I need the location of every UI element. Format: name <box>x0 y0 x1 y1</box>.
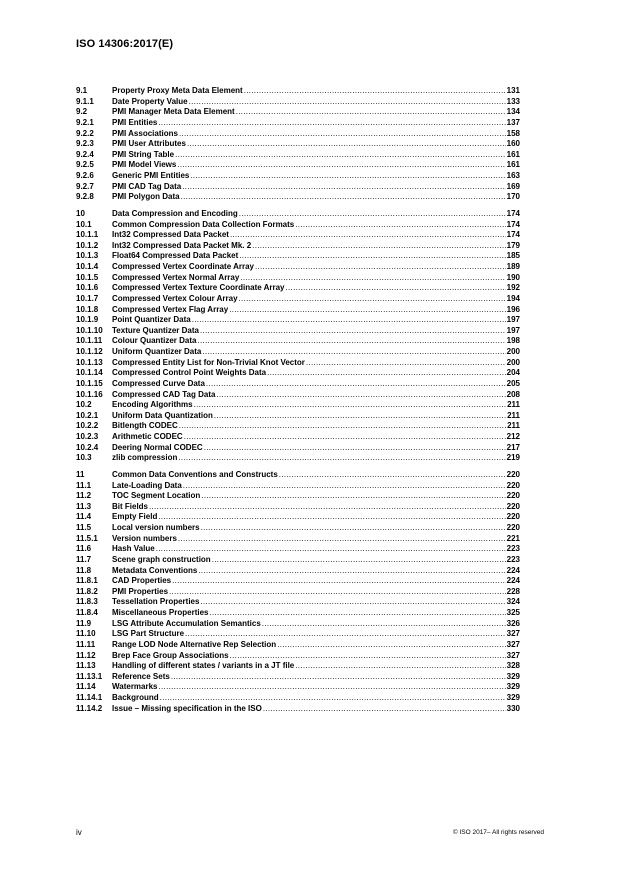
toc-entry[interactable] <box>76 273 520 284</box>
toc-entry[interactable] <box>76 368 520 379</box>
toc-entry-title: Compressed Vertex Flag Array <box>112 304 229 314</box>
toc-entry-number: 10.1.4 <box>76 262 99 271</box>
toc-entry-page: 204 <box>506 368 520 378</box>
toc-entry-number: 11.8.4 <box>76 608 98 617</box>
toc-entry-number: 9.1.1 <box>76 96 94 106</box>
toc-entry-number: 11.4 <box>76 512 92 522</box>
toc-entry[interactable] <box>76 682 520 693</box>
toc-entry-title: Miscellaneous Properties <box>112 608 209 617</box>
toc-entry-title: zlib compression <box>112 453 178 463</box>
toc-entry[interactable] <box>76 97 520 108</box>
toc-dot-leader <box>255 262 506 273</box>
toc-dot-leader <box>169 587 506 598</box>
toc-entry-number: 9.2.7 <box>76 181 94 191</box>
toc-entry[interactable] <box>76 118 520 129</box>
toc-entry-page: 174 <box>506 230 520 240</box>
toc-entry-number: 11.11 <box>76 639 96 649</box>
toc-entry[interactable] <box>76 523 520 534</box>
toc-entry[interactable] <box>76 326 520 337</box>
toc-entry-number: 11.2 <box>76 491 92 501</box>
toc-entry[interactable] <box>76 107 520 118</box>
toc-entry[interactable] <box>76 672 520 683</box>
toc-entry-title: PMI User Attributes <box>112 139 186 149</box>
toc-entry-number: 11.5.1 <box>76 533 98 543</box>
table-of-contents <box>76 86 520 720</box>
toc-entry[interactable] <box>76 443 520 454</box>
toc-entry[interactable] <box>76 693 520 704</box>
toc-entry-title: Compressed Vertex Colour Array <box>112 293 238 303</box>
toc-dot-leader <box>201 523 506 534</box>
toc-dot-leader <box>295 220 505 231</box>
toc-entry[interactable] <box>76 587 520 598</box>
toc-entry-number: 11.5 <box>76 523 92 532</box>
toc-entry[interactable] <box>76 192 520 203</box>
toc-entry[interactable] <box>76 347 520 358</box>
toc-entry-number: 9.2.5 <box>76 160 94 170</box>
toc-dot-leader <box>182 182 505 193</box>
toc-dot-leader <box>184 432 506 443</box>
toc-entry-title: Version numbers <box>112 533 177 543</box>
toc-entry-page: 327 <box>506 650 520 660</box>
toc-entry-page: 131 <box>506 86 520 95</box>
toc-entry-page: 161 <box>506 149 520 159</box>
toc-entry[interactable] <box>76 512 520 523</box>
toc-entry[interactable] <box>76 502 520 513</box>
toc-entry-number: 11.8.3 <box>76 597 98 607</box>
toc-entry-title: Watermarks <box>112 682 158 692</box>
toc-entry-page: 220 <box>506 480 520 490</box>
toc-dot-leader <box>277 640 505 651</box>
toc-entry-number: 11.14.2 <box>76 703 103 713</box>
toc-dot-leader <box>178 453 505 464</box>
toc-entry-title: Compressed Curve Data <box>112 378 205 388</box>
toc-entry[interactable] <box>76 704 520 715</box>
toc-dot-leader <box>189 97 506 108</box>
toc-entry-page: 329 <box>506 671 520 681</box>
toc-entry-number: 10 <box>76 208 85 218</box>
toc-entry-page: 220 <box>506 512 520 522</box>
toc-entry[interactable] <box>76 262 520 273</box>
toc-entry-number: 10.1.7 <box>76 293 99 303</box>
toc-dot-leader <box>204 443 506 454</box>
toc-entry-page: 189 <box>506 262 520 271</box>
toc-entry-title: Background <box>112 693 159 702</box>
toc-dot-leader <box>209 608 505 619</box>
toc-entry-page: 221 <box>506 533 520 543</box>
toc-entry-title: Scene graph construction <box>112 554 211 564</box>
toc-entry-title: Metadata Conventions <box>112 565 198 575</box>
toc-entry-page: 324 <box>506 597 520 607</box>
toc-entry[interactable] <box>76 421 520 432</box>
toc-dot-leader <box>263 704 506 715</box>
toc-entry[interactable] <box>76 171 520 182</box>
toc-entry-page: 224 <box>506 576 520 586</box>
toc-entry-page: 133 <box>506 96 520 106</box>
toc-entry-title: Float64 Compressed Data Packet <box>112 251 239 261</box>
toc-dot-leader <box>279 470 506 481</box>
toc-entry[interactable] <box>76 411 520 422</box>
toc-entry-number: 11.8.2 <box>76 586 98 596</box>
toc-entry-page: 200 <box>506 357 520 367</box>
toc-entry-number: 10.2 <box>76 400 92 410</box>
toc-entry-number: 11.13.1 <box>76 671 103 681</box>
toc-entry[interactable] <box>76 432 520 443</box>
toc-entry-number: 11.14.1 <box>76 693 103 702</box>
toc-entry-number: 11.14 <box>76 682 96 692</box>
toc-dot-leader <box>198 566 505 577</box>
toc-entry-number: 9.2.4 <box>76 149 94 159</box>
toc-entry-page: 220 <box>506 501 520 511</box>
toc-entry-number: 11.3 <box>76 501 92 511</box>
toc-entry[interactable] <box>76 555 520 566</box>
toc-entry-number: 10.1.13 <box>76 357 103 367</box>
toc-entry-page: 194 <box>506 293 520 303</box>
toc-dot-leader <box>202 347 505 358</box>
toc-entry[interactable] <box>76 576 520 587</box>
toc-entry-title: PMI CAD Tag Data <box>112 181 182 191</box>
toc-dot-leader <box>212 555 506 566</box>
toc-dot-leader <box>295 661 505 672</box>
toc-dot-leader <box>214 411 506 422</box>
toc-entry-page: 185 <box>506 251 520 261</box>
toc-entry-number: 9.2 <box>76 107 88 117</box>
toc-entry[interactable] <box>76 305 520 316</box>
toc-dot-leader <box>286 283 506 294</box>
toc-entry-title: Hash Value <box>112 544 155 554</box>
toc-dot-leader <box>244 86 506 97</box>
toc-entry-page: 161 <box>506 160 520 170</box>
toc-entry-number: 10.2.2 <box>76 421 99 431</box>
toc-entry[interactable] <box>76 608 520 619</box>
toc-entry-page: 220 <box>506 491 520 501</box>
toc-dot-leader <box>178 534 506 545</box>
toc-dot-leader <box>230 651 506 662</box>
toc-entry-number: 10.3 <box>76 453 92 463</box>
toc-entry-title: Int32 Compressed Data Packet <box>112 230 229 240</box>
toc-entry[interactable] <box>76 534 520 545</box>
toc-dot-leader <box>240 273 505 284</box>
toc-entry-title: Uniform Data Quantization <box>112 410 213 420</box>
toc-entry-number: 11 <box>76 469 85 479</box>
toc-entry-title: Late-Loading Data <box>112 480 182 490</box>
toc-entry[interactable] <box>76 209 520 220</box>
toc-entry[interactable] <box>76 597 520 608</box>
toc-entry-page: 212 <box>506 432 520 441</box>
toc-entry-title: LSG Attribute Accumulation Semantics <box>112 618 261 628</box>
toc-entry-page: 158 <box>506 128 520 138</box>
toc-dot-leader <box>239 294 506 305</box>
toc-dot-leader <box>185 629 506 640</box>
page-number: iv <box>76 828 82 837</box>
toc-entry-page: 330 <box>506 703 520 713</box>
toc-entry-title: Bit Fields <box>112 501 149 511</box>
toc-entry-page: 170 <box>506 192 520 202</box>
toc-entry-page: 329 <box>506 682 520 692</box>
toc-dot-leader <box>229 305 505 316</box>
toc-entry-number: 9.2.8 <box>76 192 94 202</box>
toc-entry[interactable] <box>76 283 520 294</box>
toc-entry[interactable] <box>76 182 520 193</box>
toc-entry[interactable] <box>76 661 520 672</box>
toc-entry[interactable] <box>76 640 520 651</box>
toc-entry-page: 192 <box>506 283 520 293</box>
toc-entry-title: Compressed Entity List for Non-Trivial Knot Vector <box>112 357 305 367</box>
toc-entry[interactable] <box>76 453 520 464</box>
toc-entry-title: Texture Quantizer Data <box>112 325 199 335</box>
toc-entry-page: 329 <box>506 693 520 702</box>
toc-entry[interactable] <box>76 251 520 262</box>
toc-entry-page: 190 <box>506 272 520 282</box>
toc-dot-leader <box>252 241 505 252</box>
toc-entry-title: Point Quantizer Data <box>112 315 191 325</box>
toc-entry-page: 163 <box>506 171 520 180</box>
toc-dot-leader <box>175 150 506 161</box>
toc-entry-title: Compressed Control Point Weights Data <box>112 368 267 378</box>
toc-dot-leader <box>158 118 505 129</box>
toc-entry-title: Common Compression Data Collection Formats <box>112 219 295 229</box>
toc-entry[interactable] <box>76 315 520 326</box>
toc-entry-number: 9.2.3 <box>76 139 94 149</box>
toc-entry-page: 169 <box>506 181 520 191</box>
toc-dot-leader <box>160 693 506 704</box>
toc-entry-page: 327 <box>506 629 520 639</box>
toc-entry-title: Encoding Algorithms <box>112 400 193 410</box>
toc-entry-number: 10.1.2 <box>76 240 99 250</box>
toc-entry-title: Compressed Vertex Coordinate Array <box>112 262 254 271</box>
toc-entry[interactable] <box>76 220 520 231</box>
toc-entry-title: Compressed CAD Tag Data <box>112 389 216 399</box>
toc-entry-title: Tessellation Properties <box>112 597 200 607</box>
toc-dot-leader <box>183 481 506 492</box>
toc-entry-page: 205 <box>506 378 520 388</box>
toc-entry-page: 208 <box>506 389 520 399</box>
toc-entry-page: 137 <box>506 117 520 127</box>
document-header-title: ISO 14306:2017(E) <box>76 38 174 50</box>
toc-entry[interactable] <box>76 150 520 161</box>
toc-entry-title: Bitlength CODEC <box>112 421 178 431</box>
toc-entry-page: 174 <box>506 208 520 218</box>
toc-entry-number: 10.2.1 <box>76 410 99 420</box>
toc-entry-title: Property Proxy Meta Data Element <box>112 86 243 95</box>
toc-entry-page: 325 <box>506 608 520 617</box>
toc-entry-title: Local version numbers <box>112 523 200 532</box>
toc-entry-title: PMI Associations <box>112 128 178 138</box>
toc-dot-leader <box>306 358 506 369</box>
toc-dot-leader <box>171 672 506 683</box>
toc-entry-title: Data Compression and Encoding <box>112 208 238 218</box>
toc-entry-number: 9.2.6 <box>76 171 94 180</box>
toc-entry-number: 11.12 <box>76 650 96 660</box>
toc-entry[interactable] <box>76 336 520 347</box>
toc-entry-number: 10.1.16 <box>76 389 103 399</box>
toc-entry-title: Handling of different states / variants in a JT file <box>112 661 295 671</box>
toc-entry-page: 211 <box>507 410 520 420</box>
toc-entry-title: Compressed Vertex Texture Coordinate Array <box>112 283 285 293</box>
toc-dot-leader <box>177 160 505 171</box>
toc-entry-page: 200 <box>506 347 520 356</box>
toc-entry-title: PMI Polygon Data <box>112 192 180 202</box>
toc-entry[interactable] <box>76 619 520 630</box>
toc-entry-title: Common Data Conventions and Constructs <box>112 469 278 479</box>
toc-entry-page: 211 <box>507 400 520 410</box>
toc-entry-number: 11.8.1 <box>76 576 98 586</box>
toc-entry-page: 224 <box>506 565 520 575</box>
toc-dot-leader <box>262 619 506 630</box>
toc-dot-leader <box>158 512 505 523</box>
toc-entry-title: Colour Quantizer Data <box>112 336 197 346</box>
toc-entry[interactable] <box>76 379 520 390</box>
toc-dot-leader <box>187 139 506 150</box>
toc-dot-leader <box>179 421 506 432</box>
toc-entry-number: 9.2.1 <box>76 117 94 127</box>
toc-entry-page: 197 <box>506 315 520 325</box>
toc-dot-leader <box>192 315 506 326</box>
toc-entry-page: 198 <box>506 336 520 346</box>
toc-dot-leader <box>179 129 506 140</box>
toc-dot-leader <box>200 326 506 337</box>
toc-entry-title: Compressed Vertex Normal Array <box>112 272 240 282</box>
toc-dot-leader <box>149 502 506 513</box>
toc-entry-number: 10.2.3 <box>76 432 99 441</box>
toc-entry[interactable] <box>76 481 520 492</box>
toc-entry-number: 10.1.1 <box>76 230 99 240</box>
toc-entry-title: PMI Entities <box>112 117 158 127</box>
toc-dot-leader <box>230 230 506 241</box>
toc-entry-page: 220 <box>506 469 520 479</box>
toc-entry[interactable] <box>76 629 520 640</box>
toc-entry-title: Empty Field <box>112 512 158 522</box>
toc-entry-page: 220 <box>506 523 520 532</box>
toc-section-group <box>76 209 520 464</box>
toc-entry-number: 11.8 <box>76 565 92 575</box>
toc-entry-number: 10.2.4 <box>76 442 99 452</box>
toc-entry-title: Issue – Missing specification in the ISO <box>112 703 262 713</box>
toc-entry-number: 10.1 <box>76 219 92 229</box>
toc-dot-leader <box>159 682 506 693</box>
toc-entry-title: Generic PMI Entities <box>112 171 190 180</box>
toc-dot-leader <box>236 107 506 118</box>
toc-entry[interactable] <box>76 294 520 305</box>
toc-dot-leader <box>190 171 505 182</box>
toc-entry-title: Reference Sets <box>112 671 170 681</box>
toc-dot-leader <box>200 597 505 608</box>
toc-entry-number: 11.6 <box>76 544 92 554</box>
toc-entry[interactable] <box>76 400 520 411</box>
toc-dot-leader <box>206 379 506 390</box>
toc-entry-title: PMI Manager Meta Data Element <box>112 107 235 117</box>
toc-entry-number: 11.1 <box>76 480 92 490</box>
toc-entry-page: 217 <box>506 442 520 452</box>
toc-section-group <box>76 86 520 203</box>
toc-entry-title: Int32 Compressed Data Packet Mk. 2 <box>112 240 252 250</box>
toc-entry[interactable] <box>76 139 520 150</box>
toc-entry-title: PMI String Table <box>112 149 175 159</box>
toc-dot-leader <box>194 400 507 411</box>
toc-entry-number: 10.1.9 <box>76 315 99 325</box>
toc-entry-number: 10.1.10 <box>76 325 103 335</box>
toc-entry-page: 134 <box>506 107 520 117</box>
toc-entry[interactable] <box>76 160 520 171</box>
toc-entry-page: 228 <box>506 586 520 596</box>
toc-entry-title: Date Property Value <box>112 96 188 106</box>
toc-entry[interactable] <box>76 470 520 481</box>
toc-entry-number: 11.9 <box>76 618 92 628</box>
toc-entry-number: 10.1.5 <box>76 272 99 282</box>
toc-entry[interactable] <box>76 86 520 97</box>
toc-dot-leader <box>216 390 505 401</box>
toc-dot-leader <box>197 336 505 347</box>
toc-entry-title: PMI Model Views <box>112 160 177 170</box>
toc-entry[interactable] <box>76 358 520 369</box>
toc-dot-leader <box>172 576 506 587</box>
toc-entry-page: 211 <box>507 421 520 431</box>
toc-entry-title: LSG Part Structure <box>112 629 185 639</box>
toc-entry-page: 160 <box>506 139 520 149</box>
toc-entry-page: 219 <box>506 453 520 463</box>
toc-entry[interactable] <box>76 230 520 241</box>
toc-dot-leader <box>239 251 505 262</box>
toc-entry-number: 9.2.2 <box>76 128 94 138</box>
toc-entry-number: 11.10 <box>76 629 96 639</box>
toc-entry-title: Uniform Quantizer Data <box>112 347 202 356</box>
toc-dot-leader <box>156 544 506 555</box>
toc-entry-title: CAD Properties <box>112 576 172 586</box>
toc-entry[interactable] <box>76 651 520 662</box>
toc-entry-number: 10.1.12 <box>76 347 103 356</box>
toc-entry[interactable] <box>76 491 520 502</box>
toc-dot-leader <box>267 368 506 379</box>
toc-dot-leader <box>181 192 506 203</box>
toc-entry-page: 197 <box>506 325 520 335</box>
toc-entry[interactable] <box>76 241 520 252</box>
toc-dot-leader <box>201 491 505 502</box>
toc-entry-page: 328 <box>506 661 520 671</box>
toc-entry-number: 9.1 <box>76 86 88 95</box>
toc-entry[interactable] <box>76 390 520 401</box>
toc-entry-number: 10.1.15 <box>76 378 103 388</box>
toc-entry-title: Range LOD Node Alternative Rep Selection <box>112 639 277 649</box>
toc-entry-number: 10.1.3 <box>76 251 99 261</box>
toc-entry-title: TOC Segment Location <box>112 491 201 501</box>
toc-entry-number: 10.1.14 <box>76 368 103 378</box>
toc-entry[interactable] <box>76 566 520 577</box>
toc-entry-number: 11.13 <box>76 661 96 671</box>
toc-entry-page: 327 <box>506 639 520 649</box>
toc-section-group <box>76 470 520 714</box>
toc-entry-title: Arithmetic CODEC <box>112 432 183 441</box>
toc-entry-page: 196 <box>506 304 520 314</box>
toc-entry-page: 223 <box>506 544 520 554</box>
copyright-notice: © ISO 2017– All rights reserved <box>452 829 544 836</box>
toc-entry-number: 10.1.8 <box>76 304 99 314</box>
toc-dot-leader <box>239 209 506 220</box>
toc-entry-number: 11.7 <box>76 554 92 564</box>
toc-entry-title: Brep Face Group Associations <box>112 650 229 660</box>
toc-entry[interactable] <box>76 129 520 140</box>
toc-entry-page: 174 <box>506 219 520 229</box>
toc-entry-page: 179 <box>506 240 520 250</box>
toc-entry-number: 10.1.6 <box>76 283 99 293</box>
toc-entry-page: 326 <box>506 618 520 628</box>
toc-entry-number: 10.1.11 <box>76 336 103 346</box>
toc-entry-page: 223 <box>506 554 520 564</box>
toc-entry-title: PMI Properties <box>112 586 169 596</box>
toc-entry-title: Deering Normal CODEC <box>112 442 203 452</box>
toc-entry[interactable] <box>76 544 520 555</box>
